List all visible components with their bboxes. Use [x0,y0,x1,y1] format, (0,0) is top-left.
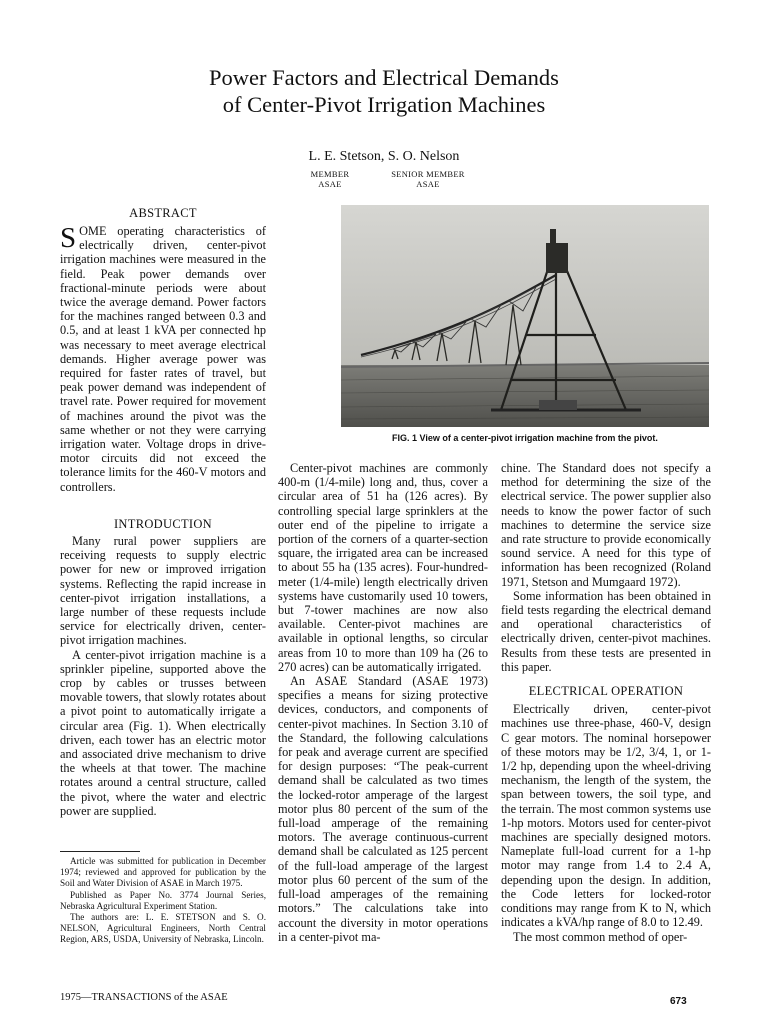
author-grade-member [300,170,360,189]
footnote-paragraph-2: Published as Paper No. 3774 Journal Series, Nebraska Agricultural Experiment Station. [60,889,266,911]
figure-caption: FIG. 1 View of a center-pivot irrigation machine from the pivot. [392,433,658,443]
drop-cap: S [60,222,77,254]
introduction-body [60,534,266,818]
abstract-paragraph [60,224,266,494]
grade-b-line2: ASAE [416,178,440,189]
journal-name: 1975—TRANSACTIONS of the ASAE [60,992,228,1003]
col2-paragraph-2: An ASAE Standard (ASAE 1973) specifies a means for sizing protective devices, conductors, and components of center-pivot machines. In Section 3.10 of the Standard, the following calculations for peak and average current are specified for design purposes: “The peak-current demand shall be calculated as two times the locked-rotor amperage of the largest motor plus 80 percent of the sum of the full-load amperage of the remaining motors. The average continuous-current demand shall be calculated as 125 percent of the full-load amperage of the largest motor plus 60 percent of the sum of the full-load amperages of the remaining motors.” The calculations take into account the diversity in motor operations in a center-pivot ma- [278,674,488,944]
introduction-heading: INTRODUCTION [113,517,213,531]
irrigation-machine-photo [341,205,709,427]
col3-paragraph-2: Some information has been obtained in field tests regarding the electrical demand and operational characteristics of electrically driven, center-pivot machines. Results from these tests are presented in this paper. [501,588,711,674]
grade-a-line2: ASAE [318,178,342,189]
footnote-paragraph-3: The authors are: L. E. STETSON and S. O. NELSON, Agricultural Engineers, North Central Region, ARS, USDA, University of Nebraska, Lincoln. [60,912,266,945]
col3-paragraph-1: chine. The Standard does not specify a method for determining the size of the electrical service. The power supplier also needs to know the power factor of such machines to determine the service size and rate structure to provide economically sound service. A need for this type of information has been recognized (Roland 1971, Stetson and Mumgaard 1972). [501,461,711,589]
author-grade-senior-member [378,170,478,189]
page-number: 673 [670,996,687,1007]
footnote-paragraph-1: Article was submitted for publication in December 1974; reviewed and approved for publication by the Soil and Water Division of ASAE in March 1975. [60,856,266,889]
column-2 [278,461,488,944]
abstract-body [60,224,266,494]
title-line-1: Power Factors and Electrical Demands [209,65,559,90]
footnote [60,856,266,946]
paper-title [0,64,768,118]
grade-a-line1: MEMBER [310,169,350,179]
col2-paragraph-1: Center-pivot machines are commonly 400-m (1/4-mile) long and, thus, cover a circular area of 51 ha (126 acres). By controlling special large sprinklers at the outer end of the pipeline to irrigate a portion of the corners of a quarter-section square, the irrigated area can be increased to about 55 ha (135 acres). Four-hundred-meter (1/4-mile) length electrically driven systems have customarily used 10 towers, but 7-tower machines are now also available. Center-pivot machines are available in optional lengths, so circular areas from 10 to more than 109 ha (26 to 270 acres) can be automatically irrigated. [278,461,488,674]
figure-photo [341,205,709,427]
authors: L. E. Stetson, S. O. Nelson [308,149,460,164]
grade-b-line1: SENIOR MEMBER [391,169,465,179]
abstract-text: OME operating characteristics of electrically driven, center-pivot irrigation machines were measured in the field. Peak power demands over fractional-minute periods were about twice the average demand. Power factors for the machines ranged between 0.3 and 0.5, and at least 1 kVA per connected hp was necessary to meet average electrical demands. Higher average power was required for faster rates of travel, but peak power demand was independent of travel rate. Power required for movement of machines around the pivot was the same whether or not they were carrying irrigation water. Voltage drops in drive-motor circuits did not exceed the tolerance limits for the 460-V motors and controllers. [60,224,266,494]
col3-paragraph-4: The most common method of oper- [513,929,688,944]
abstract-heading: ABSTRACT [129,206,197,220]
title-line-2: of Center-Pivot Irrigation Machines [222,92,546,117]
intro-paragraph-1: Many rural power suppliers are receiving requests to supply electric power for new or improved irrigation systems. Reflecting the rapid increase in center-pivot irrigation installations, a large number of these requests include service for electrically driven, center-pivot irrigation machines. [60,534,266,648]
electrical-operation-heading: ELECTRICAL OPERATION [528,684,684,699]
intro-paragraph-2: A center-pivot irrigation machine is a sprinkler pipeline, supported above the crop by cables or trusses between movable towers, that slowly rotates about a pivot point to automatically irrigate a circular area (Fig. 1). When electrically driven, each tower has an electric motor and associated drive mechanism to drive the wheels at that tower. The machine rotates around a central structure, called the pivot, where the water and electric power are supplied. [60,647,266,818]
col3-paragraph-3: Electrically driven, center-pivot machines use three-phase, 460-V, design C gear motors. The nominal horsepower of these motors may be 1/2, 3/4, 1, or 1-1/2 hp, depending upon the wheel-driving mechanism, the length of the system, the span between towers, the soil type, and the terrain. The most common systems use 1-hp motors. Motors used for center-pivot machines are specially designed motors. Nameplate full-load current for a 1-hp motor may range from 1.4 to 2.4 A, depending upon the design. In addition, the Code letters for locked-rotor conditions may range from K to N, which indicates a kVA/hp range of 8.0 to 12.49. [501,702,711,930]
footnote-rule [60,851,140,852]
column-3 [501,461,711,944]
